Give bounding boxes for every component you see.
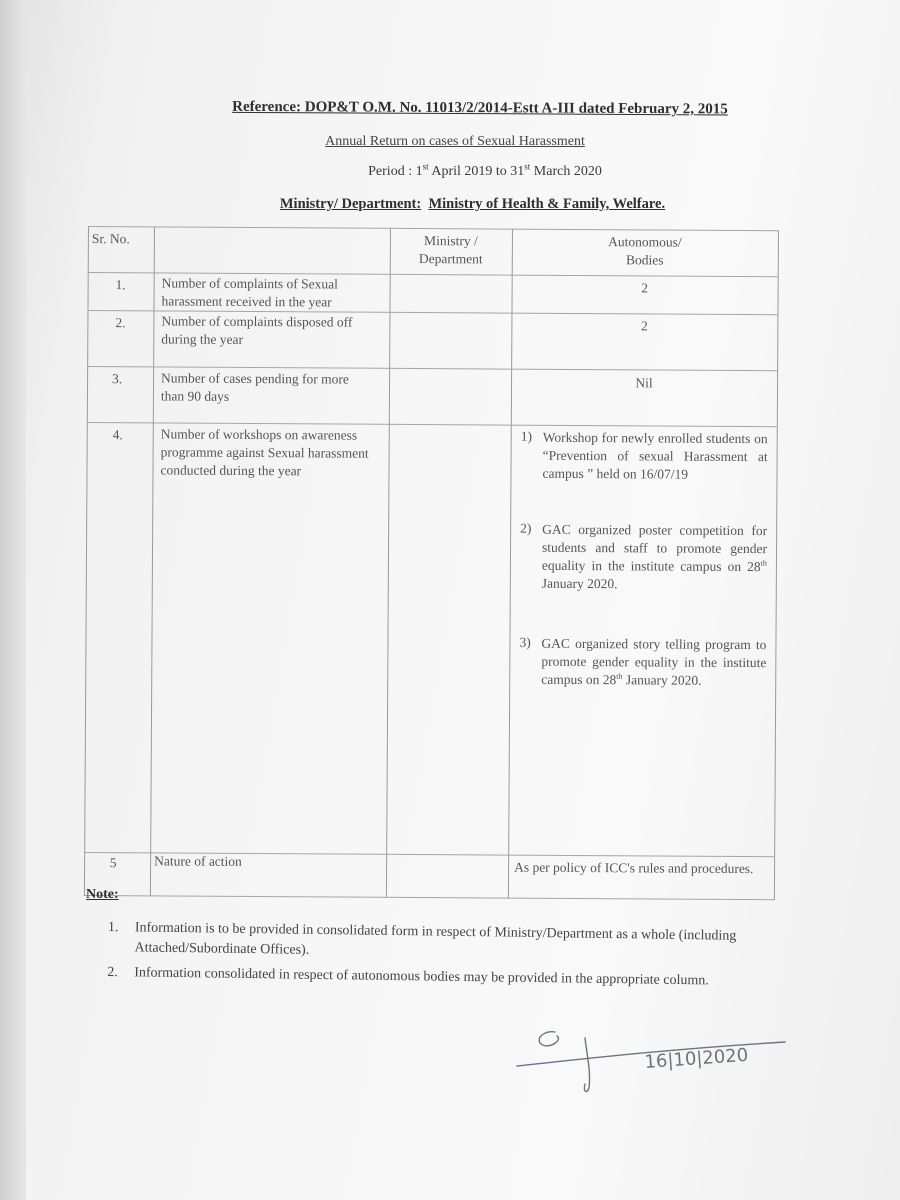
workshop-item-2-number: 2) (520, 520, 532, 536)
signature-block (505, 1010, 795, 1100)
row-3-autonomous: Nil (635, 375, 653, 391)
row-5-label: Nature of action (154, 853, 242, 869)
workshop-item-3-text: GAC organized story telling program to promote gender equality in the institute campus on 28th January 2020. (541, 635, 767, 688)
notes-list (107, 918, 793, 998)
workshop-item-2-text: GAC organized poster competition for students and staff to promote gender equality in the institute campus on 28th January 2020. (541, 521, 768, 592)
signature-date: 16|10|2020 (643, 1044, 749, 1073)
col-header-autonomous-line2: Bodies (625, 252, 664, 268)
col-header-sr: Sr. No. (91, 231, 130, 247)
note-item (107, 963, 792, 993)
col-header-ministry (394, 232, 508, 269)
row-2-sr: 2. (115, 315, 126, 331)
row-4-label: Number of workshops on awareness programme against Sexual harassment conducted during the year (160, 426, 369, 479)
row-1-sr: 1. (115, 277, 126, 293)
ministry-label: Ministry/ Department: (279, 196, 422, 212)
row-5-autonomous: As per policy of ICC's rules and procedures. (514, 859, 754, 877)
row-1-label: Number of complaints of Sexual harassment received in the year (161, 275, 338, 310)
row-4-sr: 4. (112, 427, 123, 443)
workshop-item-1-text: Workshop for newly enrolled students on “Prevention of sexual Harassment at campus ” held on 16/07/19 (542, 429, 768, 482)
row-3-label: Number of cases pending for more than 90 days (160, 370, 349, 404)
note-number: 2. (107, 964, 118, 981)
note-number: 1. (107, 919, 119, 936)
row-5-sr: 5 (109, 855, 117, 871)
col-header-autonomous-line1: Autonomous/ (608, 234, 682, 250)
returns-table (84, 226, 778, 900)
row-3-sr: 3. (111, 371, 123, 387)
col-header-ministry-line2: Department (418, 251, 483, 267)
row-2-autonomous: 2 (640, 318, 648, 334)
workshop-item-2 (520, 520, 770, 592)
col-header-ministry-line1: Ministry / (424, 233, 478, 249)
document-title: Annual Return on cases of Sexual Harassment (325, 134, 585, 149)
workshop-item-3-number: 3) (519, 634, 531, 650)
page-shadow-edge (0, 0, 26, 1200)
note-item (107, 918, 792, 968)
row-1-autonomous: 2 (641, 280, 649, 296)
table-rule (84, 895, 774, 900)
workshop-item-1-number: 1) (520, 428, 533, 444)
note-text: Information is to be provided in consolidated form in respect of Ministry/Department as a whole (including Attached/Subordinate Offices). (134, 920, 737, 958)
reporting-period: Period : 1st April 2019 to 31st March 2020 (368, 161, 602, 179)
workshop-item-3 (519, 634, 770, 688)
note-text: Information consolidated in respect of autonomous bodies may be provided in the appropriate column. (134, 965, 709, 989)
col-header-autonomous (516, 233, 774, 271)
table-rule (386, 228, 391, 898)
workshop-item-1 (520, 428, 771, 482)
ministry-department-line (0, 196, 900, 213)
row-2-label: Number of complaints disposed off during the year (161, 313, 353, 347)
ministry-value: Ministry of Health & Family, Welfare. (428, 196, 666, 212)
reference-line: Reference: DOP&T O.M. No. 11013/2/2014-Estt A-III dated February 2, 2015 (232, 98, 728, 118)
note-label: Note: (86, 887, 119, 902)
table-rule (88, 226, 778, 231)
